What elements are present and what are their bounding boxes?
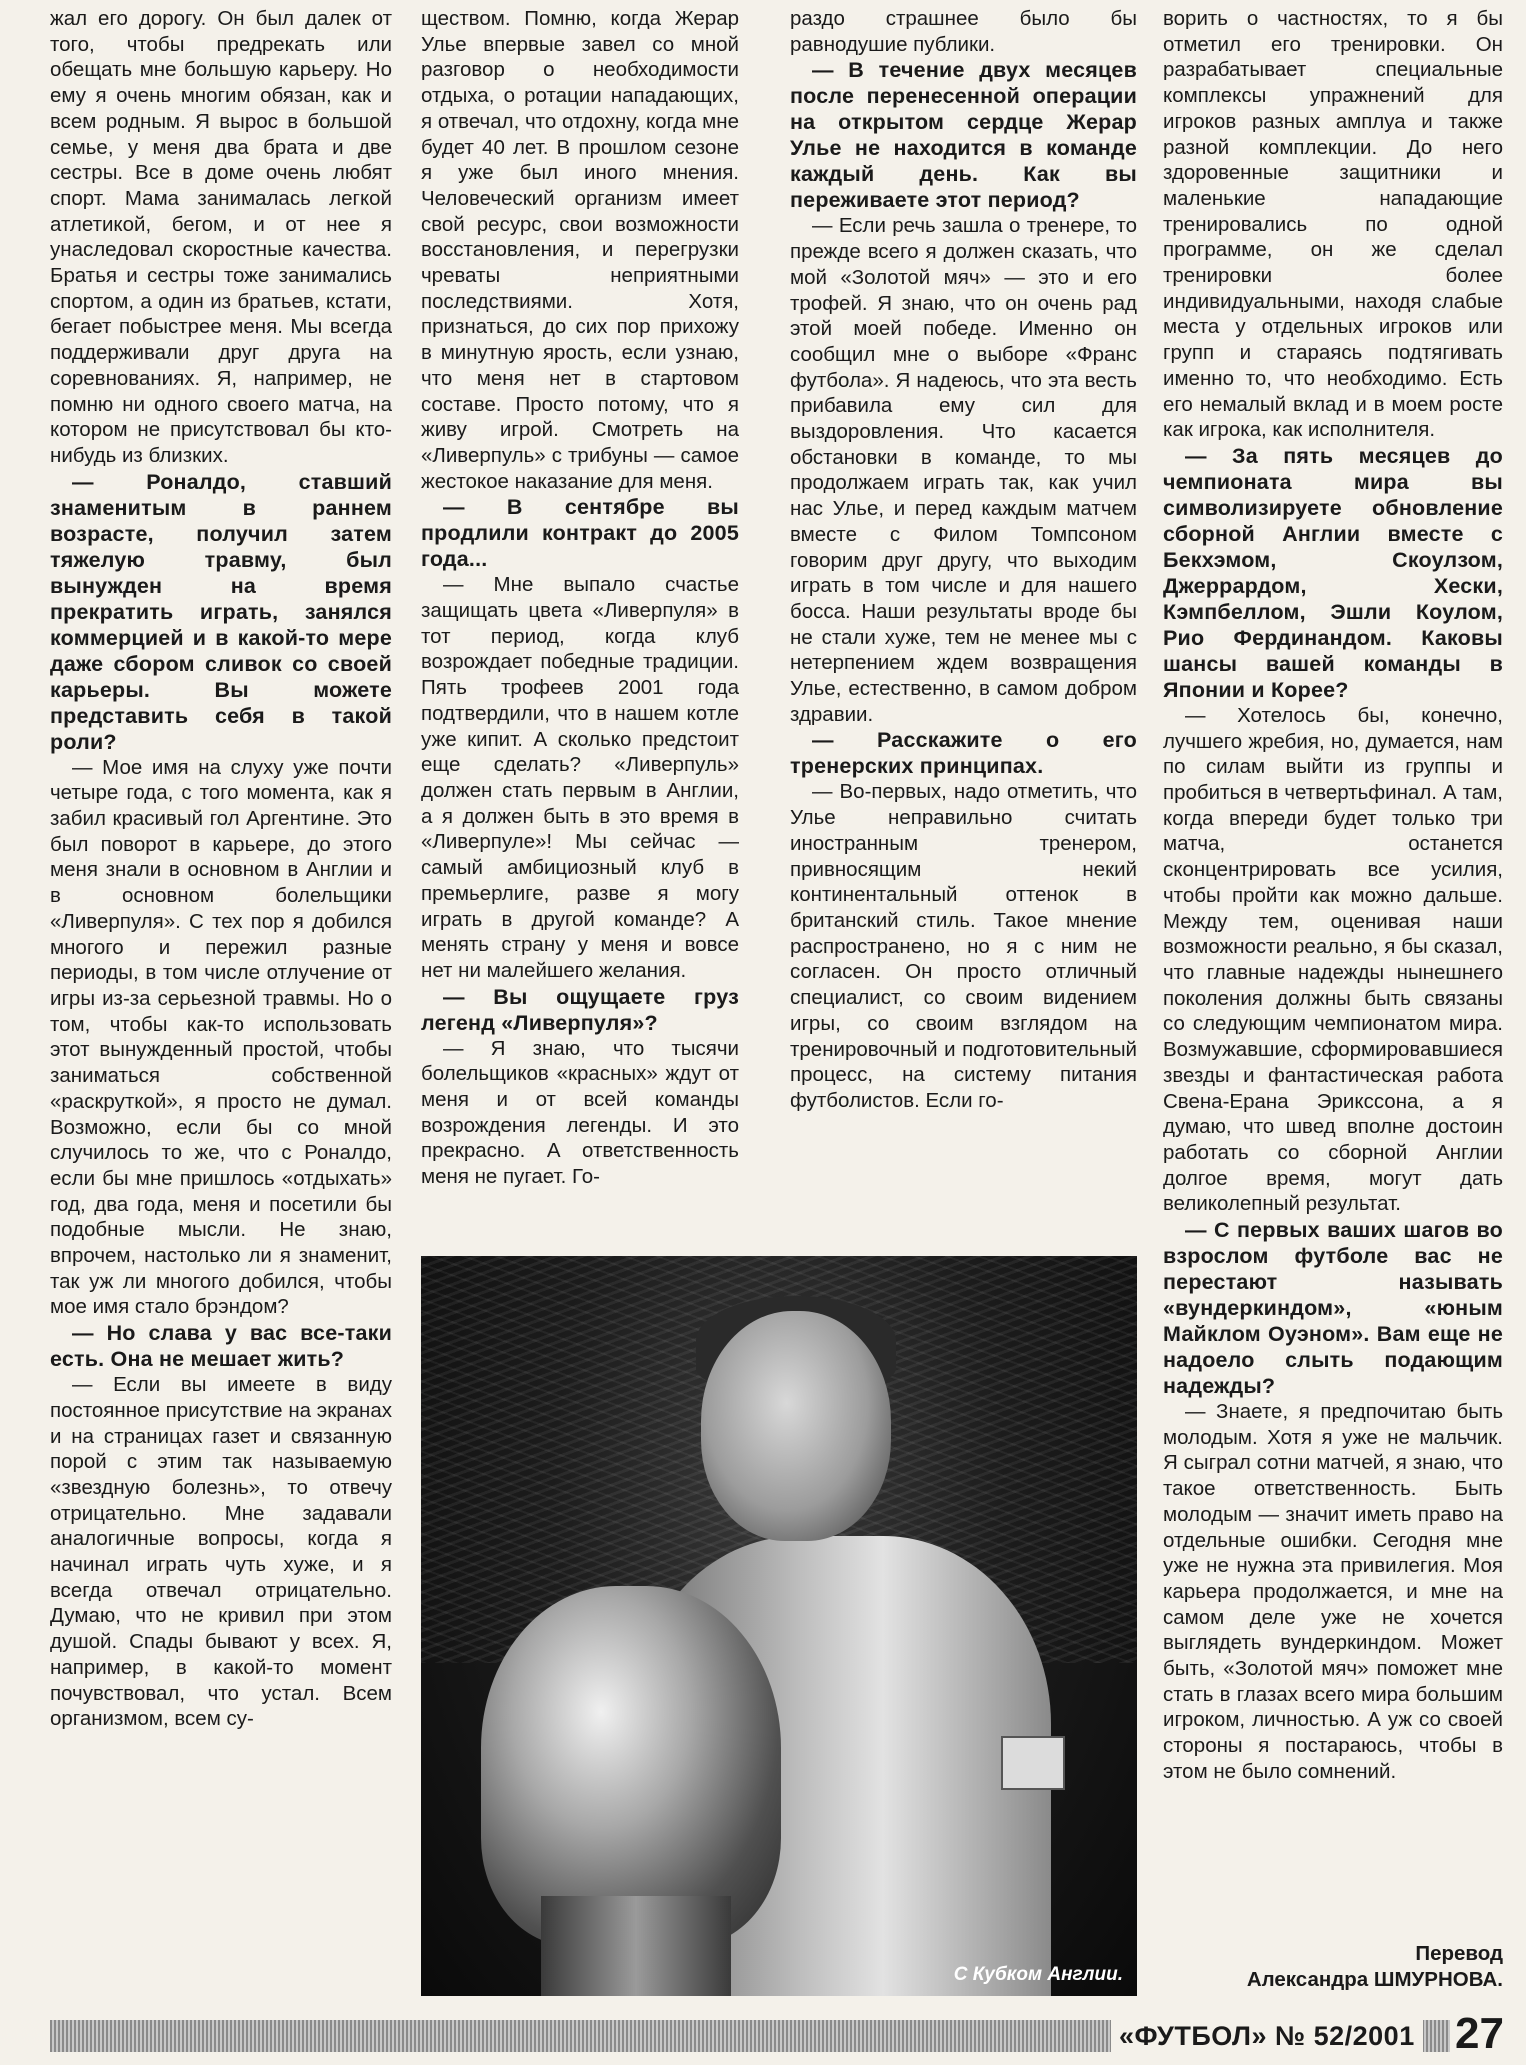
interview-question: — С первых ваших шагов во взрослом футболе вас не перестают называть «вундеркиндом», «юным Майклом Оуэном». Вам еще не надоело слыть подающим надежды? xyxy=(1163,1218,1503,1399)
interview-question: — Вы ощущаете груз легенд «Ливерпуля»? xyxy=(421,984,739,1035)
trophy-base xyxy=(541,1896,731,1996)
shirt-badge xyxy=(1001,1736,1065,1790)
credit-label: Перевод xyxy=(1415,1942,1503,1965)
player-head xyxy=(701,1311,891,1541)
paragraph: — Мое имя на слуху уже почти четыре года, с того момента, как я забил красивый гол Аргентине. Это был поворот в карьере, до этого меня знали в основном в Англии и в основном болельщики «Ливерпуля». С тех пор я добился многого и пережил разные периоды, в том числе отлучение от игры из-за серьезной травмы. Но о том, чтобы как-то использовать этот вынужденный простой, чтобы заниматься собственной «раскруткой», я просто не думал. Возможно, если бы со мной случилось то же, что с Роналдо, если бы мне пришлось «отдыхать» год, два года, меня и посетили бы подобные мысли. Не знаю, впрочем, настолько ли я знаменит, так уж ли многого добился, чтобы мое имя стало брэндом? xyxy=(50,755,392,1319)
paragraph: — Хотелось бы, конечно, лучшего жребия, но, думается, нам по силам выйти из группы и пробиться в четвертьфинал. А там, когда впереди будет только три матча, останется сконцентрировать все усилия, чтобы пройти как можно дальше. Между тем, оценивая наши возможности реально, я бы сказал, что главные надежды нынешнего поколения должны быть связаны со следующим чемпионатом мира. Возмужавшие, сформировавшиеся звезды и фантастическая работа Свена-Ерана Эрикссона, а я думаю, что швед вполне достоин работать со сборной Англии долгое время, могут дать великолепный результат. xyxy=(1163,703,1503,1216)
fa-cup-trophy xyxy=(481,1586,781,1946)
photo-caption: С Кубком Англии. xyxy=(953,1964,1123,1985)
paragraph: раздо страшнее было бы равнодушие публики. xyxy=(790,7,1137,56)
article-column-3 xyxy=(790,6,1137,1246)
interview-question: — В течение двух месяцев после перенесенной операции на открытом сердце Жерар Улье не находится в команде каждый день. Как вы переживаете этот период? xyxy=(790,58,1137,213)
page-number: 27 xyxy=(1455,2009,1504,2058)
interview-question: — Расскажите о его тренерских принципах. xyxy=(790,728,1137,779)
article-column-2 xyxy=(421,6,739,1246)
paragraph: ворить о частностях, то я бы отметил его тренировки. Он разрабатывает специальные комплексы упражнений для игроков разных амплуа и также разной комплекции. До него здоровенные защитники и маленькие нападающие тренировались по одной программе, он же сделал тренировки более индивидуальными, находя слабые места у отдельных игроков или групп и стараясь подтягивать именно то, что необходимо. Есть его немалый вклад и в моем росте как игрока, как исполнителя. xyxy=(1163,7,1503,442)
interview-question: — Роналдо, ставший знаменитым в раннем возрасте, получил затем тяжелую травму, был вынужден на время прекратить играть, занялся коммерцией и в какой-то мере даже сбором сливок со своей карьеры. Вы можете представить себя в такой роли? xyxy=(50,469,392,754)
article-column-1 xyxy=(50,6,392,1986)
interview-question: — Но слава у вас все-таки есть. Она не мешает жить? xyxy=(50,1321,392,1372)
paragraph: ществом. Помню, когда Жерар Улье впервые завел со мной разговор о необходимости отдыха, о ротации нападающих, я отвечал, что отдохну, когда мне будет 40 лет. В прошлом сезоне я уже был иного мнения. Человеческий организм имеет свой ресурс, свои возможности восстановления, и перегрузки чреваты неприятными последствиями. Хотя, признаться, до сих пор прихожу в минутную ярость, если узнаю, что меня нет в стартовом составе. Просто потому, что я живу игрой. Смотреть на «Ливерпуль» с трибуны — самое жестокое наказание для меня. xyxy=(421,7,739,493)
interview-question: — В сентябре вы продлили контракт до 2005 года... xyxy=(421,495,739,572)
paragraph: — Я знаю, что тысячи болельщиков «красных» ждут от меня и от всей команды возрождения легенды. И это прекрасно. А ответственность меня не пугает. Го- xyxy=(421,1036,739,1189)
paragraph: — Мне выпало счастье защищать цвета «Ливерпуля» в тот период, когда клуб возрождает победные традиции. Пять трофеев 2001 года подтвердили, что в нашем котле уже кипит. А сколько предстоит еще сделать? «Ливерпуль» должен стать первым в Англии, а я должен быть в это время в «Ливерпуле»! Мы сейчас — самый амбициозный клуб в премьерлиге, разве я могу играть в другой команде? А менять страну у меня и вовсе нет ни малейшего желания. xyxy=(421,573,739,982)
credit-name: Александра ШМУРНОВА. xyxy=(1246,1968,1503,1991)
paragraph: жал его дорогу. Он был далек от того, чтобы предрекать или обещать мне большую карьеру. Но ему я очень многим обязан, как и всем родным. Я вырос в большой семье, у меня два брата и две сестры. Все в доме очень любят спорт. Мама занималась легкой атлетикой, бегом, и от нее я унаследовал скоростные качества. Братья и сестры тоже занимались спортом, а один из братьев, кстати, бегает побыстрее меня. Мы всегда поддерживали друг друга на соревнованиях. Я, например, не помню ни одного своего матча, на котором не присутствовал бы кто-нибудь из близких. xyxy=(50,7,392,467)
translator-credit xyxy=(1247,1941,1503,1993)
publication-title: «ФУТБОЛ» № 52/2001 xyxy=(1111,2018,1423,2054)
article-column-4 xyxy=(1163,6,1503,1986)
trophy-photo xyxy=(421,1256,1137,1996)
interview-question: — За пять месяцев до чемпионата мира вы символизируете обновление сборной Англии вместе с Бекхэмом, Скоулзом, Джеррардом, Хески, Кэмпбеллом, Эшли Коулом, Рио Фердинандом. Каковы шансы вашей команды в Японии и Корее? xyxy=(1163,443,1503,702)
paragraph: — Во-первых, надо отметить, что Улье неправильно считать иностранным тренером, привносящим некий континентальный оттенок в британский стиль. Такое мнение распространено, но я с ним не согласен. Он просто отличный специалист, со своим видением игры, со своим взглядом на тренировочный и подготовительный процесс, на систему питания футболистов. Если го- xyxy=(790,780,1137,1112)
paragraph: — Если речь зашла о тренере, то прежде всего я должен сказать, что мой «Золотой мяч» — это и его трофей. Я знаю, что он очень рад этой моей победе. Именно он сообщил мне о выборе «Франс футбола». Я надеюсь, что эта весть прибавила ему сил для выздоровления. Что касается обстановки в команде, то мы продолжаем играть так, как учил нас Улье, и перед каждым матчем вместе с Филом Томпсоном говорим друг другу, что выходим играть в том числе и для нашего босса. Наши результаты вроде бы не стали хуже, тем не менее мы с нетерпением ждем возвращения Улье, естественно, в самом добром здравии. xyxy=(790,214,1137,726)
paragraph: — Если вы имеете в виду постоянное присутствие на экранах и на страницах газет и связанную порой с этим так называемую «звездную болезнь», то отвечу отрицательно. Мне задавали аналогичные вопросы, когда я начинал играть чуть хуже, и я всегда отвечал отрицательно. Думаю, что не кривил при этом душой. Спады бывают у всех. Я, например, в какой-то момент почувствовал, что устал. Всем организмом, всем су- xyxy=(50,1373,392,1731)
paragraph: — Знаете, я предпочитаю быть молодым. Хотя я уже не мальчик. Я сыграл сотни матчей, я знаю, что такое ответственность. Быть молодым — значит иметь право на отдельные ошибки. Сегодня мне уже не нужна эта привилегия. Моя карьера продолжается, и мне на самом деле уже не хочется выглядеть вундеркиндом. Может быть, «Золотой мяч» поможет мне стать в глазах всего мира большим игроком, личностью. А уж со своей стороны я постараюсь, чтобы в этом не было сомнений. xyxy=(1163,1400,1503,1783)
